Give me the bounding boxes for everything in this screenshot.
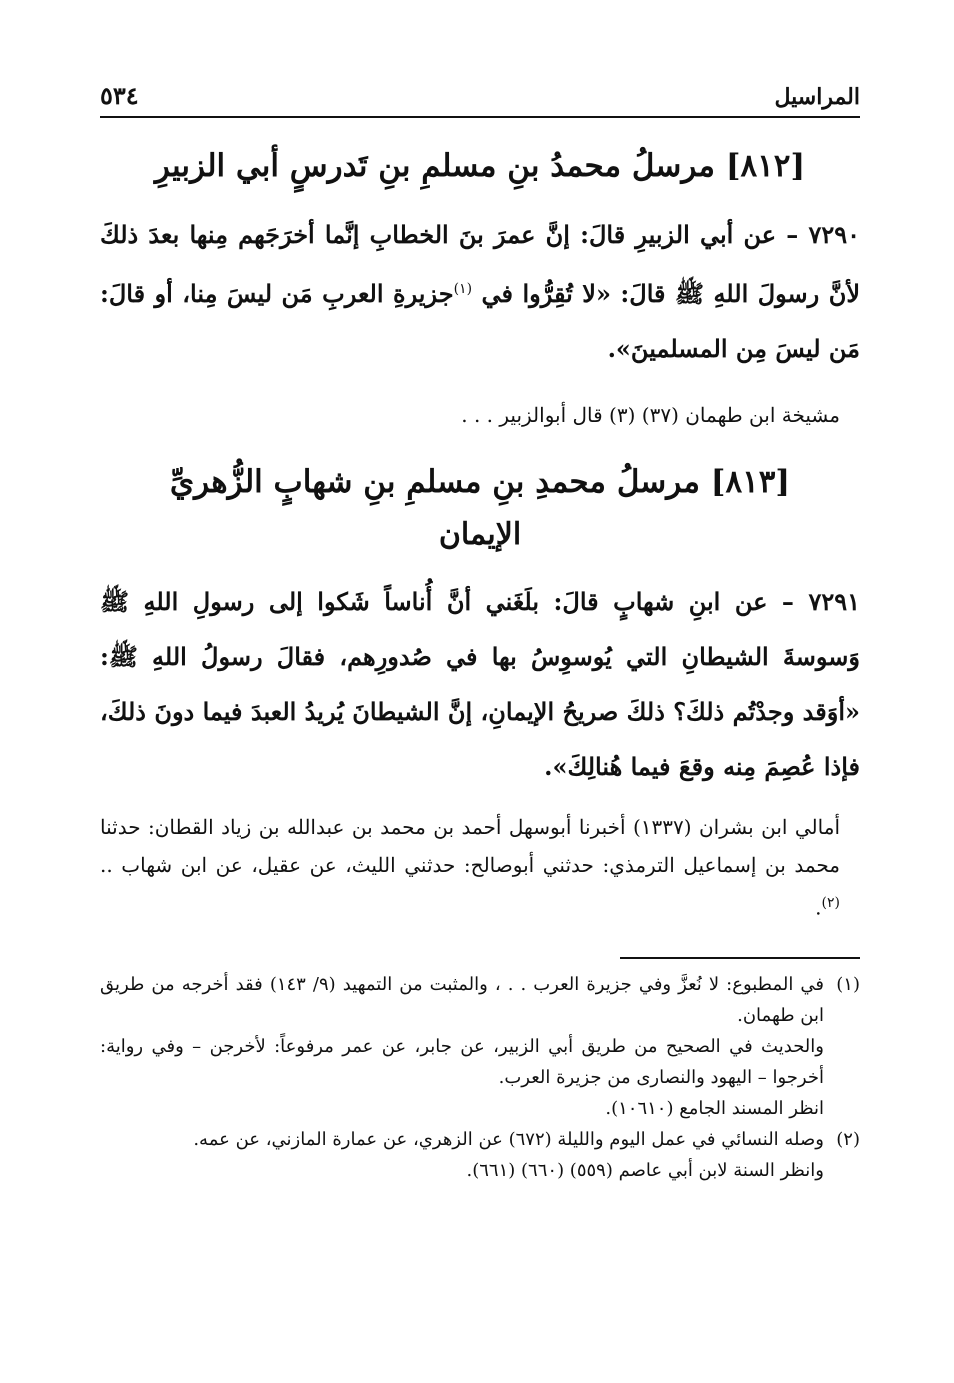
footnotes: [100, 969, 860, 1186]
chapter-title-812: [٨١٢] مرسلُ محمدُ بنِ مسلمِ بنِ تَدرسٍ أبي الزبيرِ: [154, 148, 806, 184]
footnote-marker: (٢): [836, 1129, 860, 1151]
source-end: .: [815, 896, 822, 921]
hadith-source: [100, 808, 860, 927]
footnote-line: وصله النسائي في عمل اليوم والليلة (٦٧٢) عن الزهري، عن عمارة المازني، عن عمه.: [193, 1129, 824, 1151]
footnote-ref-1[interactable]: (١): [453, 281, 473, 298]
footnote-2: [100, 1124, 860, 1186]
footnote-1: [100, 969, 860, 1124]
hadith-source: مشيخة ابن طهمان (٣٧) (٣) قال أبوالزبير . . .: [461, 403, 840, 428]
hadith-number: ٧٢٩٠: [808, 220, 860, 250]
footnote-divider: [620, 957, 860, 959]
sub-heading: الإيمان: [438, 517, 522, 553]
footnote-body: [100, 969, 824, 1124]
running-header: [100, 70, 860, 118]
hadith-number: ٧٢٩١: [808, 587, 860, 617]
footnote-line: في المطبوع: لا نُعزَّ وفي جزيرة العرب . . ، والمثبت من التمهيد (٩/ ١٤٣) فقد أخرجه من طريق ابن طهمان.: [100, 974, 825, 1027]
footnote-body: [100, 1124, 824, 1186]
chapter-title-813: [٨١٣] مرسلُ محمدِ بنِ مسلمِ بنِ شهابٍ الزُّهريِّ: [169, 464, 791, 501]
book-page: [100, 70, 860, 1330]
footnote-marker: (١): [836, 974, 860, 996]
hadith-7290: [100, 207, 860, 376]
hadith-text-continued: جزيرةِ العربِ مَن ليسَ مِنا، أو قالَ: مَن ليسَ مِن المسلمينَ».: [100, 279, 860, 364]
footnote-line: وانظر السنة لابن أبي عاصم (٥٥٩) (٦٦٠) (٦٦١).: [466, 1160, 824, 1182]
hadith-7291: [100, 574, 860, 794]
running-title: المراسيل: [774, 84, 860, 110]
source-text: أمالي ابن بشران (١٣٣٧) أخبرنا أبوسهل أحمد بن محمد بن عبدالله بن زياد القطان: حدثنا محمد بن إسماعيل الترمذي: حدثني أبوصالح: حدثني الليث، عن عقيل، عن ابن شهاب ..: [100, 815, 840, 878]
footnote-line: انظر المسند الجامع (١٠٦١٠).: [605, 1098, 824, 1120]
hadith-text: – عن أبي الزبيرِ قالَ: إنَّ عمرَ بنَ الخطابِ إنَّما أخرَجَهم مِنها بعدَ ذلكَ لأنَّ رسولَ اللهِ ﷺ قالَ: «لا تُقِرُّوا في: [100, 220, 861, 309]
footnote-line: والحديث في الصحيح من طريق أبي الزبير، عن جابر، عن عمر مرفوعاً: لأخرجن – وفي رواية: أخرجوا – اليهود والنصارى من جزيرة العرب.: [100, 1036, 824, 1089]
footnote-ref-2[interactable]: (٢): [821, 895, 840, 912]
hadith-text: – عن ابنِ شهابٍ قالَ: بلَغَني أنَّ أُناساً شَكوا إلى رسولِ اللهِ ﷺ وَسوسةَ الشيطانِ التي يُوسوِسُ بها في صُدورِهم، فقالَ رسولُ اللهِ ﷺ: «أوَقد وجدْتُم ذلكَ؟ ذلكَ صريحُ الإيمانِ، إنَّ الشيطانَ يُريدُ العبدَ فيما دونَ ذلكَ، فإذا عُصِمَ مِنه وقعَ فيما هُنالِكَ».: [100, 587, 860, 782]
page-number: ٥٣٤: [100, 81, 139, 110]
